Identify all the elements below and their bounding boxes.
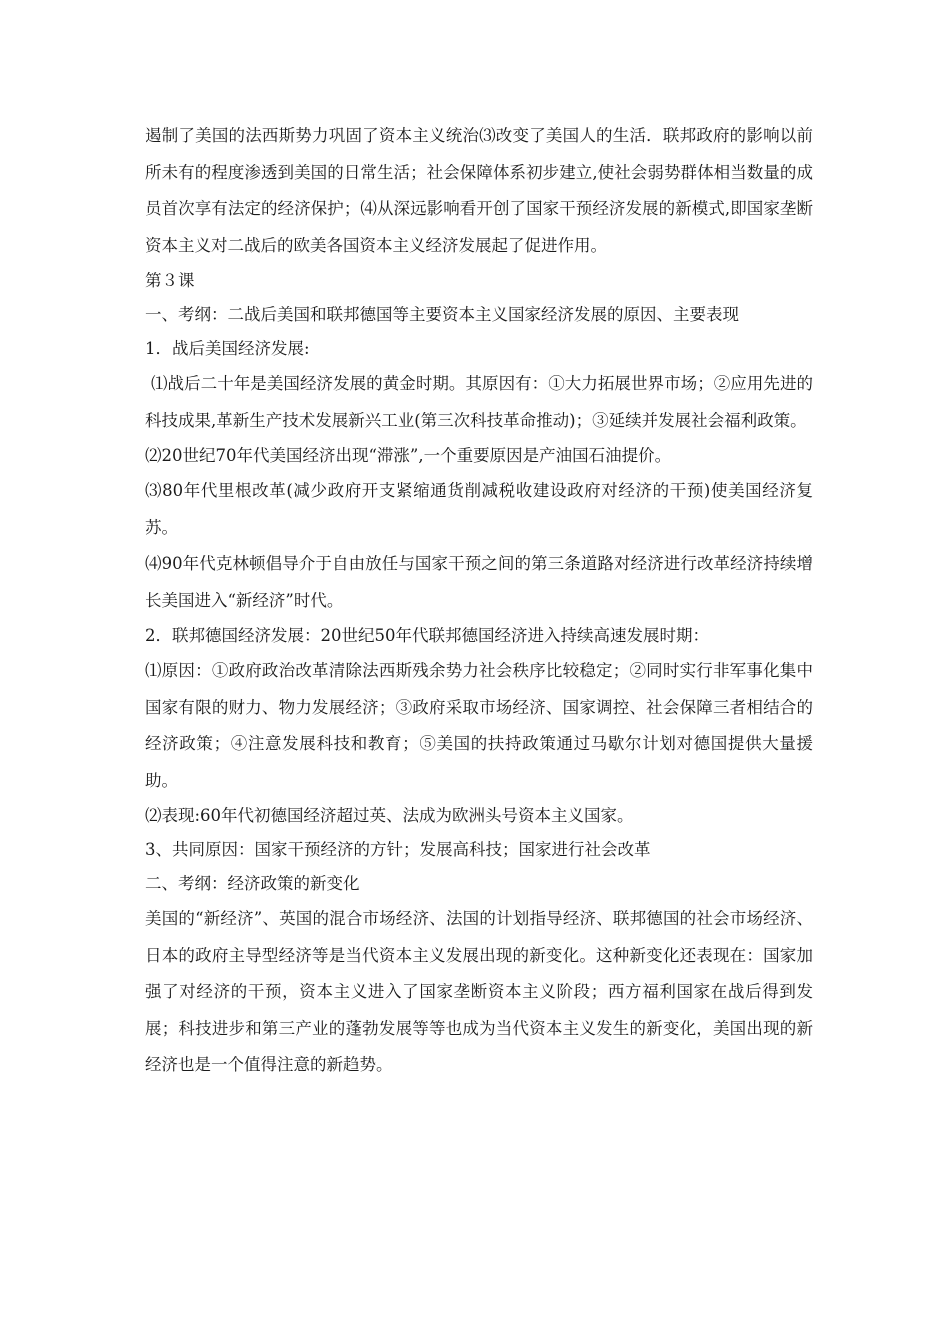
paragraph-common-reasons: 3、共同原因：国家干预经济的方针；发展高科技；国家进行社会改革 xyxy=(145,840,651,859)
lesson-heading: 第３课 xyxy=(145,271,195,290)
paragraph-new-deal-impact: 遏制了美国的法西斯势力巩固了资本主义统治⑶改变了美国人的生活．联邦政府的影响以前所未有的程度渗透到美国的日常生活；社会保障体系初步建立,使社会弱势群体相当数量的成员首次享有法定的经济保护；⑷从深远影响看开创了国家干预经济发展的新模式,即国家垄断资本主义对二战后的欧美各国资本主义经济发展起了促进作用。 xyxy=(145,126,813,255)
paragraph-germany-reasons: ⑴原因：①政府政治改革清除法西斯残余势力社会秩序比较稳定；②同时实行非军事化集中国家有限的财力、物力发展经济；③政府采取市场经济、国家调控、社会保障三者相结合的经济政策；④注意发展科技和教育；⑤美国的扶持政策通过马歇尔计划对德国提供大量援助。 xyxy=(145,661,813,790)
paragraph-new-changes: 美国的“新经济”、英国的混合市场经济、法国的计划指导经济、联邦德国的社会市场经济、日本的政府主导型经济等是当代资本主义发展出现的新变化。这种新变化还表现在：国家加强了对经济的干预，资本主义进入了国家垄断资本主义阶段；西方福利国家在战后得到发展；科技进步和第三产业的蓬勃发展等等也成为当代资本主义发生的新变化，美国出现的新经济也是一个值得注意的新趋势。 xyxy=(145,909,813,1074)
document-body xyxy=(145,118,813,1084)
paragraph-us-golden-age: ⑴战后二十年是美国经济发展的黄金时期。其原因有：①大力拓展世界市场；②应用先进的科技成果,革新生产技术发展新兴工业(第三次科技革命推动)；③延续并发展社会福利政策。 xyxy=(145,374,813,430)
section-heading-syllabus-1: 一、考纲：二战后美国和联邦德国等主要资本主义国家经济发展的原因、主要表现 xyxy=(145,305,739,324)
paragraph-germany-performance: ⑵表现:60年代初德国经济超过英、法成为欧洲头号资本主义国家。 xyxy=(145,806,634,825)
paragraph-clinton-new-economy: ⑷90年代克林顿倡导介于自由放任与国家干预之间的第三条道路对经济进行改革经济持续增长美国进入“新经济”时代。 xyxy=(145,554,813,610)
paragraph-us-stagflation: ⑵20世纪70年代美国经济出现“滞涨”,一个重要原因是产油国石油提价。 xyxy=(145,446,672,465)
paragraph-reagan-reform: ⑶80年代里根改革(减少政府开支紧缩通货削减税收建设政府对经济的干预)使美国经济复苏。 xyxy=(145,481,813,537)
subheading-us-economy: 1．战后美国经济发展: xyxy=(145,339,310,358)
subheading-west-germany-economy: 2．联邦德国经济发展：20世纪50年代联邦德国经济进入持续高速发展时期： xyxy=(145,626,709,645)
section-heading-syllabus-2: 二、考纲：经济政策的新变化 xyxy=(145,874,360,893)
